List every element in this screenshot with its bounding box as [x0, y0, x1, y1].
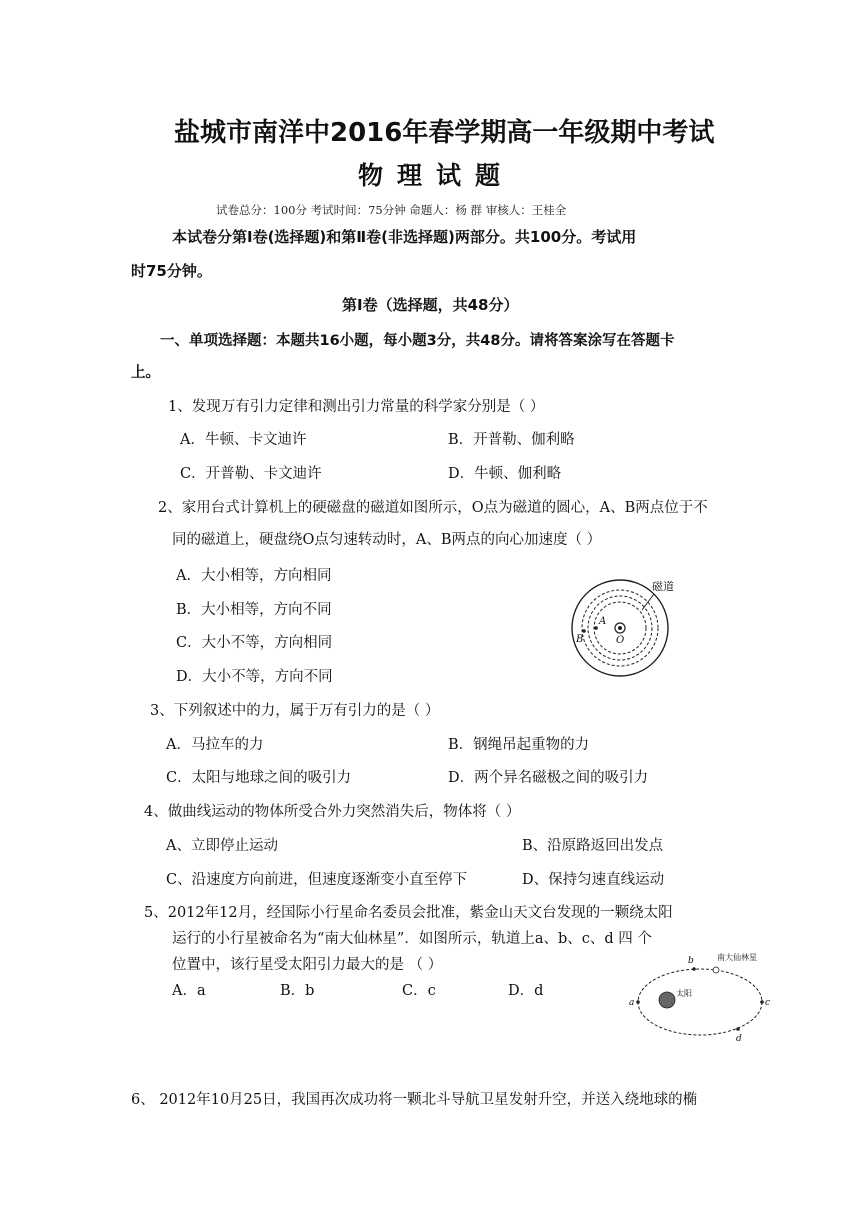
intro-line-2: 时75分钟。	[131, 262, 212, 280]
disk-track-figure	[566, 572, 680, 682]
section-instruction-line-1: 一、单项选择题：本题共16小题，每小题3分，共48分。请将答案涂写在答题卡	[160, 333, 675, 349]
planet-label: 南大仙林星	[717, 953, 757, 962]
sun-label: 太阳	[676, 989, 692, 998]
q3-option-c: C．太阳与地球之间的吸引力	[166, 770, 352, 786]
exam-subtitle: 物理试题	[358, 161, 515, 190]
orbit-point-b-label: b	[688, 956, 694, 966]
q2-stem-line-1: 2、家用台式计算机上的硬磁盘的磁道如图所示，O点为磁道的圆心，A、B两点位于不	[158, 500, 708, 516]
point-a-label: A	[599, 616, 607, 627]
q4-option-b: B、沿原路返回出发点	[522, 838, 664, 854]
q2-option-b: B．大小相等，方向不同	[176, 602, 332, 618]
q2-option-a: A．大小相等，方向相同	[176, 568, 332, 584]
planet-icon	[713, 967, 719, 973]
point-c-marker	[760, 1000, 764, 1004]
point-b-label: B	[576, 634, 584, 645]
q4-option-d: D、保持匀速直线运动	[522, 872, 665, 888]
point-a-marker	[636, 1000, 640, 1004]
orbit-ellipse	[638, 969, 762, 1035]
q4-option-a: A、立即停止运动	[166, 838, 278, 854]
q5-option-c: C．c	[402, 983, 436, 999]
sun-icon	[659, 992, 675, 1008]
hub-dot	[618, 626, 622, 630]
q3-option-d: D．两个异名磁极之间的吸引力	[448, 770, 649, 786]
q5-stem-line-2: 运行的小行星被命名为“南大仙林星”．如图所示，轨道上a、b、c、d 四 个	[172, 931, 652, 947]
point-d-marker	[736, 1027, 740, 1031]
q4-option-c: C、沿速度方向前进，但速度逐渐变小直至停下	[166, 872, 468, 888]
q3-option-a: A．马拉车的力	[166, 737, 264, 753]
orbit-point-a-label: a	[629, 998, 635, 1008]
center-label: O	[616, 635, 625, 646]
q4-stem: 4、做曲线运动的物体所受合外力突然消失后，物体将（ ）	[144, 804, 521, 820]
exam-meta: 试卷总分：100分 考试时间：75分钟 命题人：杨 群 审核人：王桂全	[216, 203, 567, 217]
intro-line-1: 本试卷分第Ⅰ卷(选择题)和第Ⅱ卷(非选择题)两部分。共100分。考试用	[172, 228, 637, 246]
section-heading: 第Ⅰ卷（选择题，共48分）	[342, 296, 519, 314]
q3-stem: 3、下列叙述中的力，属于万有引力的是（ ）	[150, 703, 440, 719]
q5-option-a: A．a	[172, 983, 206, 999]
orbit-point-d-label: d	[736, 1034, 742, 1044]
orbit-figure	[624, 948, 774, 1044]
point-a-dot	[594, 626, 598, 630]
point-b-dot	[582, 629, 586, 633]
q2-option-d: D．大小不等，方向不同	[176, 669, 333, 685]
q2-option-c: C．大小不等，方向相同	[176, 635, 333, 651]
q2-stem-line-2: 同的磁道上，硬盘绕O点匀速转动时，A、B两点的向心加速度（ ）	[172, 532, 602, 548]
section-instruction-line-2: 上。	[131, 365, 160, 381]
q1-option-b: B．开普勒、伽利略	[448, 432, 575, 448]
q3-option-b: B．钢绳吊起重物的力	[448, 737, 590, 753]
track-label: 磁道	[652, 580, 674, 593]
orbit-point-c-label: c	[765, 998, 771, 1008]
q1-option-d: D．牛顿、伽利略	[448, 466, 562, 482]
point-b-marker	[692, 967, 696, 971]
q1-option-a: A．牛顿、卡文迪许	[180, 432, 307, 448]
q6-stem-line-1: 6、 2012年10月25日，我国再次成功将一颗北斗导航卫星发射升空，并送入绕地球的椭	[131, 1092, 698, 1108]
q5-option-d: D．d	[508, 983, 544, 999]
exam-title: 盐城市南洋中2016年春学期高一年级期中考试	[174, 118, 715, 148]
q1-stem: 1、发现万有引力定律和测出引力常量的科学家分别是（ ）	[168, 399, 545, 415]
q5-stem-line-1: 5、2012年12月，经国际小行星命名委员会批准，紫金山天文台发现的一颗绕太阳	[144, 905, 673, 921]
q5-stem-line-3: 位置中，该行星受太阳引力最大的是 （ ）	[172, 957, 443, 973]
q5-option-b: B．b	[280, 983, 315, 999]
q1-option-c: C．开普勒、卡文迪许	[180, 466, 322, 482]
